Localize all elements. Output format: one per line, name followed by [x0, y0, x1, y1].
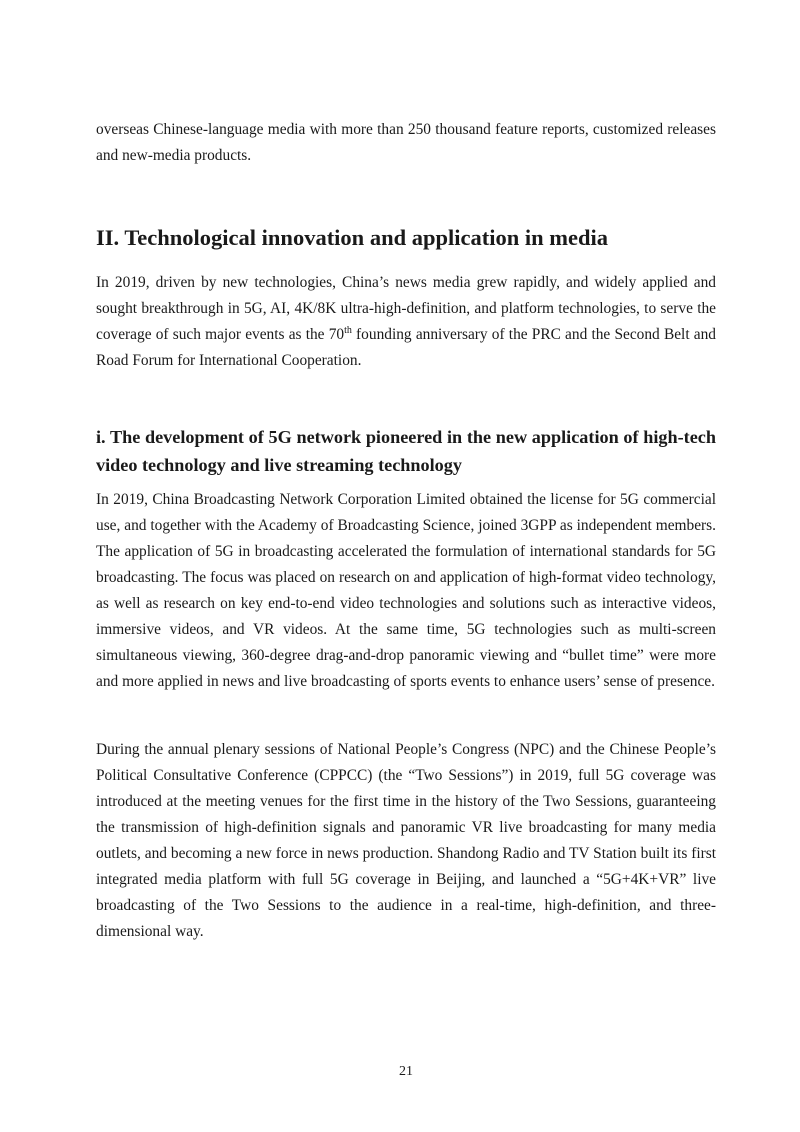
subsection-heading: i. The development of 5G network pioneered in the new application of high-tech video technology and live streaming technology: [96, 427, 716, 475]
section-paragraph: [96, 270, 716, 374]
subsection-paragraph-1: In 2019, China Broadcasting Network Corporation Limited obtained the license for 5G commercial use, and together with the Academy of Broadcasting Science, joined 3GPP as independent members. The application of 5G in broadcasting accelerated the formulation of international standards for 5G broadcasting. The focus was placed on research on and application of high-format video technology, as well as research on key end-to-end video technologies and solutions such as interactive videos, immersive videos, and VR videos. At the same time, 5G technologies such as multi-screen simultaneous viewing, 360-degree drag-and-drop panoramic viewing and “bullet time” were more and more applied in news and live broadcasting of sports events to enhance users’ sense of presence.: [96, 491, 716, 690]
subsection-paragraph-2: During the annual plenary sessions of National People’s Congress (NPC) and the Chinese People’s Political Consultative Conference (CPPCC) (the “Two Sessions”) in 2019, full 5G coverage was introduced at the meeting venues for the first time in the history of the Two Sessions, guaranteeing the transmission of high-definition signals and panoramic VR live broadcasting for many media outlets, and becoming a new force in news production. Shandong Radio and TV Station built its first integrated media platform with full 5G coverage in Beijing, and launched a “5G+4K+VR” live broadcasting of the Two Sessions to the audience in a real-time, high-definition, and three-dimensional way.: [96, 741, 716, 940]
page-number: 21: [399, 1064, 413, 1079]
intro-paragraph: overseas Chinese-language media with more than 250 thousand feature reports, customized releases and new-media products.: [96, 121, 716, 164]
document-page: [96, 0, 716, 1132]
ordinal-superscript: th: [344, 324, 352, 336]
section-paragraph-text-before: In 2019, driven by new technologies, China’s news media grew rapidly, and widely applied and sought breakthrough in 5G, AI, 4K/8K ultra-high-definition, and platform technologies, to serve the coverage of such major events as the 70: [96, 274, 716, 343]
section-paragraph-text-after: founding anniversary of the PRC and the Second Belt and Road Forum for International Cooperation.: [96, 326, 716, 369]
section-heading: II. Technological innovation and application in media: [96, 225, 609, 250]
